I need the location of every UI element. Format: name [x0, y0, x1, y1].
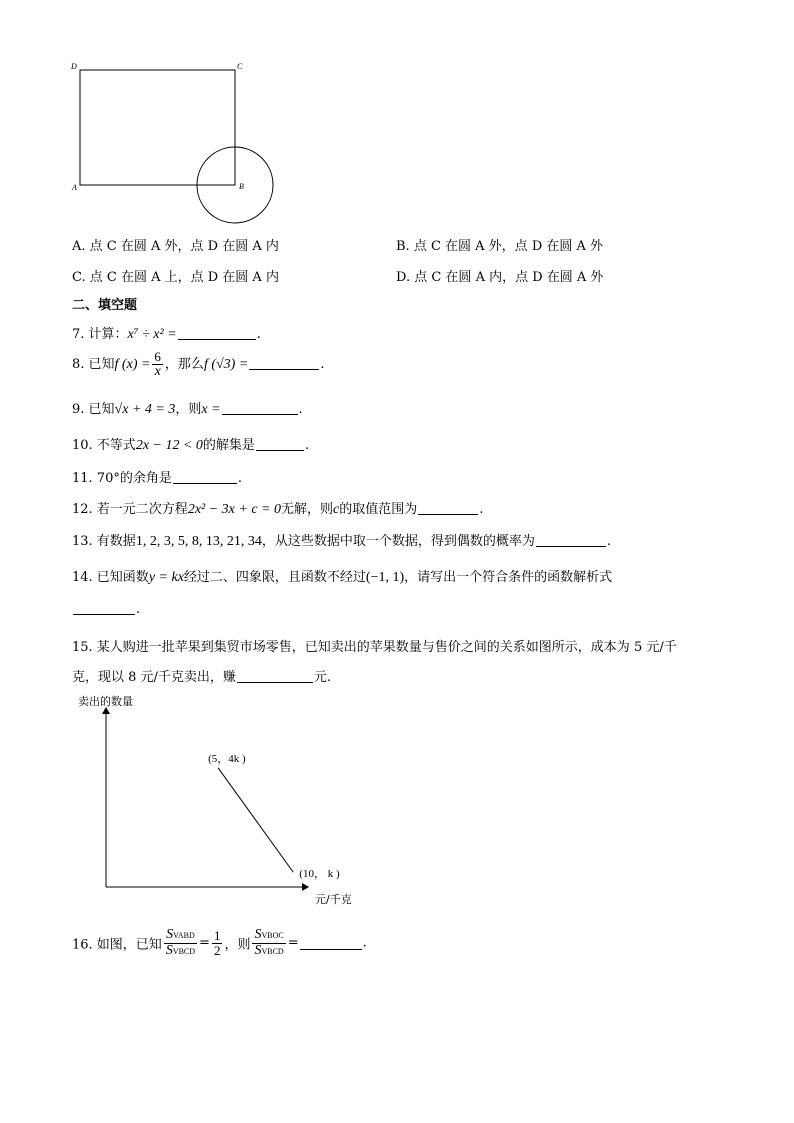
q10-mid: 的解集是: [202, 438, 255, 453]
q7-expr: x⁷ ÷ x² =: [127, 327, 177, 342]
question-11: [72, 467, 242, 486]
q16-eq-2: =: [287, 935, 299, 951]
q7-prefix: 7. 计算：: [72, 327, 128, 342]
choice-c[interactable]: C. 点 C 在圆 A 上，点 D 在圆 A 内: [72, 270, 279, 285]
q9-expr: √x + 4 = 3: [114, 402, 176, 417]
y-axis-label: 卖出的数量: [78, 695, 133, 708]
question-13: [72, 530, 611, 550]
q8-fraction-numerator: 6: [154, 349, 161, 364]
q15-line2-end: 元.: [313, 670, 332, 685]
q7-end: .: [256, 327, 261, 342]
q8-fraction-denominator: x: [154, 363, 161, 379]
question-14: [72, 566, 612, 586]
label-d: D: [71, 62, 77, 71]
q13-prefix: 13. 有数据: [72, 534, 136, 549]
q11-answer-blank[interactable]: [173, 471, 237, 484]
question-16: [72, 928, 367, 958]
q13-answer-blank[interactable]: [536, 534, 606, 547]
price-quantity-chart: [70, 690, 370, 910]
q16-end: .: [362, 935, 367, 951]
q10-prefix: 10. 不等式: [72, 438, 136, 453]
rectangle-circle-figure: [60, 58, 290, 228]
q16-prefix: 16. 如图，已知: [72, 937, 162, 953]
q9-end: .: [298, 402, 303, 417]
q16-ratio-1-numerator: SVABD: [164, 928, 197, 944]
q13-mid: ，从这些数据中取一个数据，得到偶数的概率为: [261, 534, 535, 549]
question-8: [72, 350, 324, 379]
q16-answer-blank[interactable]: [300, 937, 362, 950]
question-15-line-2: [72, 666, 331, 685]
q8-fsqrt: f (√3) =: [203, 357, 249, 373]
q8-fx: f (x) =: [114, 357, 151, 373]
q8-end: .: [320, 357, 325, 373]
label-b: B: [239, 182, 244, 191]
q10-end: .: [304, 438, 310, 453]
label-c: C: [237, 62, 243, 71]
q14-expr: y = kx: [148, 570, 184, 585]
question-14-answer-line: [72, 602, 140, 617]
q14-mid: 经过二、四象限，且函数不经过: [183, 570, 366, 585]
q16-ratio-1-denominator: SVBCD: [165, 942, 196, 958]
q16-mid: ，则: [224, 937, 251, 953]
q12-answer-blank[interactable]: [418, 502, 478, 515]
question-12: [72, 498, 483, 518]
q14-tail: ，请写出一个符合条件的函数解析式: [404, 570, 613, 585]
q11-prefix: 11. 70°的余角是: [72, 471, 172, 486]
q12-expr: 2x² − 3x + c = 0: [187, 502, 281, 517]
q11-end: .: [237, 471, 242, 486]
q10-answer-blank[interactable]: [256, 438, 304, 451]
q15-line2-start: 克，现以 8 元/千克卖出，赚: [72, 670, 236, 685]
question-15-line-1: 15. 某人购进一批苹果到集贸市场零售，已知卖出的苹果数量与售价之间的关系如图所示，成本为 5 元/千: [72, 640, 677, 655]
q16-ratio-value: [212, 929, 223, 957]
q9-answer-blank[interactable]: [222, 402, 298, 415]
q13-end: .: [606, 534, 611, 549]
section-title: 二、填空题: [72, 298, 138, 313]
question-10: [72, 434, 309, 454]
question-7: [72, 323, 261, 343]
q12-mid: 无解，则: [281, 502, 334, 517]
choice-d[interactable]: D. 点 C 在圆 A 内，点 D 在圆 A 外: [396, 270, 604, 285]
choice-b[interactable]: B. 点 C 在圆 A 外，点 D 在圆 A 外: [396, 239, 604, 254]
q9-prefix: 9. 已知: [72, 402, 115, 417]
point-label-end: (10， k ): [299, 868, 340, 881]
q14-point: (−1, 1): [365, 570, 405, 585]
q10-expr: 2x − 12 < 0: [135, 438, 203, 453]
q16-ratio-1: [164, 928, 197, 958]
q8-mid: ，那么: [164, 357, 204, 373]
q14-answer-blank[interactable]: [73, 602, 135, 615]
q8-prefix: 8. 已知: [72, 357, 115, 373]
q8-fraction: [152, 350, 163, 379]
q16-ratio-value-denominator: 2: [213, 942, 221, 958]
rectangle-abcd: [80, 70, 235, 185]
q14-prefix: 14. 已知函数: [72, 570, 149, 585]
q13-data: 1, 2, 3, 5, 8, 13, 21, 34: [135, 534, 262, 549]
label-a: A: [72, 183, 77, 192]
q9-var: x =: [201, 402, 221, 417]
q12-end: .: [479, 502, 484, 517]
q16-ratio-2-numerator: SVBOC: [254, 927, 284, 942]
q14-end: .: [136, 602, 141, 617]
q16-ratio-2: [252, 928, 285, 958]
q16-eq: =: [199, 935, 210, 951]
q15-answer-blank[interactable]: [237, 670, 313, 683]
choice-a[interactable]: A. 点 C 在圆 A 外，点 D 在圆 A 内: [72, 239, 279, 254]
question-9: [72, 398, 303, 418]
q12-tail: 的取值范围为: [339, 502, 418, 517]
point-label-start: (5，4k ): [208, 752, 246, 765]
q16-ratio-2-denominator: SVBCD: [254, 942, 284, 958]
q9-mid: ，则: [175, 402, 202, 417]
q12-prefix: 12. 若一元二次方程: [72, 502, 188, 517]
q7-answer-blank[interactable]: [178, 327, 256, 340]
x-axis-label: 元/千克: [315, 893, 352, 906]
q12-var: c: [333, 502, 340, 517]
q8-answer-blank[interactable]: [249, 357, 319, 370]
series-line: [218, 768, 293, 872]
q16-ratio-value-numerator: 1: [213, 928, 221, 944]
